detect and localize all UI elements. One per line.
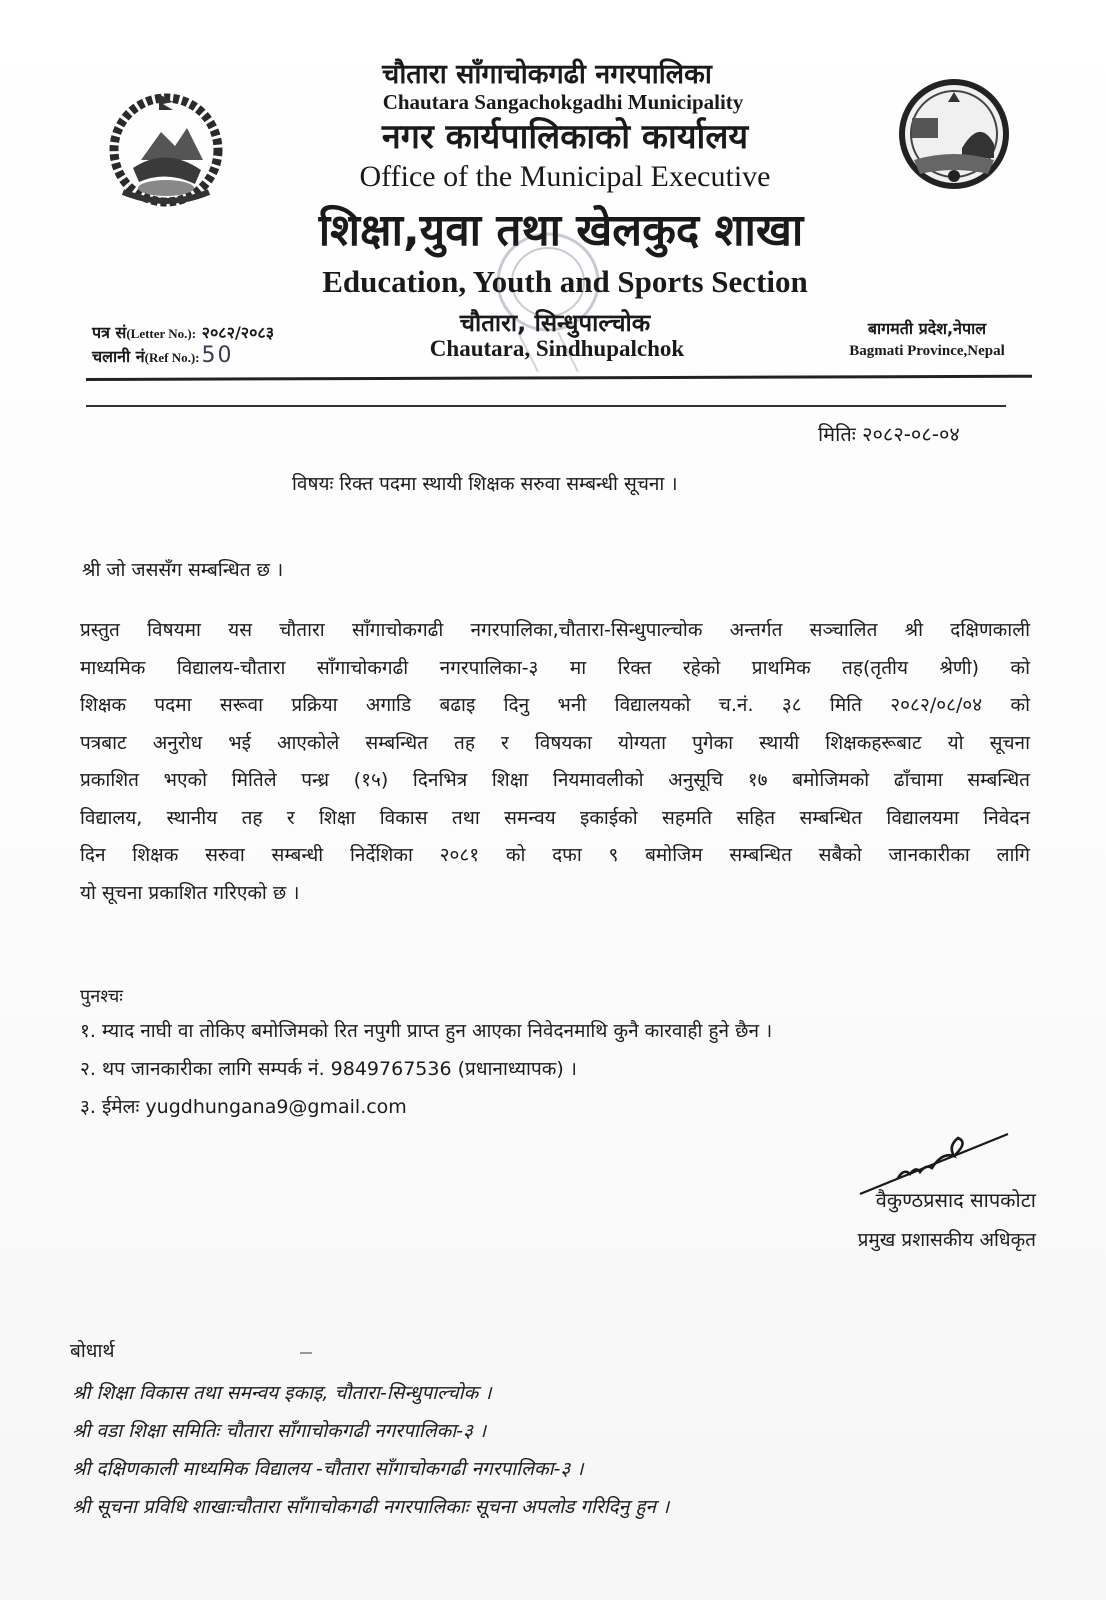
letter-number-label-english: (Letter No.): xyxy=(126,326,197,341)
province-block xyxy=(822,318,1032,362)
header-divider-thin xyxy=(86,405,1006,407)
office-name-english: Office of the Municipal Executive xyxy=(359,160,771,193)
ref-number-value: 50 xyxy=(201,343,234,368)
cc-recipient: श्री शिक्षा विकास तथा समन्वय इकाइ, चौतारा-सिन्धुपाल्चोक । xyxy=(72,1382,492,1404)
stray-mark xyxy=(300,1352,312,1354)
letter-subject: विषयः रिक्त पदमा स्थायी शिक्षक सरुवा सम्बन्धी सूचना । xyxy=(292,473,678,495)
postscript-item: १. म्याद नाघी वा तोकिए बमोजिमको रित नपुगी प्राप्त हुन आएका निवेदनमाथि कुनै कारवाही हुने छैन । xyxy=(80,1020,773,1042)
cc-recipient: श्री दक्षिणकाली माध्यमिक विद्यालय -चौतारा साँगाचोकगढी नगरपालिका-३ । xyxy=(72,1458,584,1480)
header-divider-thick xyxy=(86,375,1032,381)
province-english: Bagmati Province,Nepal xyxy=(849,343,1005,359)
section-name-nepali: शिक्षा,युवा तथा खेलकुद शाखा xyxy=(318,205,804,256)
municipality-name-english: Chautara Sangachokgadhi Municipality xyxy=(382,90,744,114)
cc-title: बोधार्थ xyxy=(70,1340,115,1362)
municipality-name-nepali: चौतारा साँगाचोकगढी नगरपालिका xyxy=(382,59,712,90)
letter-date: मितिः २०८२-०८-०४ xyxy=(818,422,960,446)
ref-number-label-english: (Ref No.): xyxy=(144,350,200,365)
location-english: Chautara, Sindhupalchok xyxy=(429,336,685,361)
postscript-list xyxy=(80,1012,772,1126)
letter-number-value: २०८२/२०८३ xyxy=(201,323,275,342)
body-line: यो सूचना प्रकाशित गरिएको छ । xyxy=(80,881,300,904)
letter-number-row xyxy=(92,322,274,345)
letter-reference-block xyxy=(92,322,274,369)
body-line: शिक्षक पदमा सरूवा प्रक्रिया अगाडि बढाइ दिनु भनी विद्यालयको च.नं. ३८ मिति २०८२/०८/०४ को xyxy=(80,694,1030,716)
section-name-english: Education, Youth and Sports Section xyxy=(322,264,808,299)
office-name-nepali: नगर कार्यपालिकाको कार्यालय xyxy=(381,117,749,157)
body-line: माध्यमिक विद्यालय-चौतारा साँगाचोकगढी नगरपालिका-३ मा रिक्त रहेको प्राथमिक तह(तृतीय श्रेणी) को xyxy=(80,656,1030,679)
cc-recipient-list xyxy=(72,1374,669,1526)
body-line: प्रस्तुत विषयमा यस चौतारा साँगाचोकगढी नगरपालिका,चौतारा-सिन्धुपाल्चोक अन्तर्गत सञ्चालित श्री दक्षिणकाली xyxy=(80,619,1030,641)
body-line: दिन शिक्षक सरुवा सम्बन्धी निर्देशिका २०८१ को दफा ९ बमोजिम सम्बन्धित सबैको जानकारीका लागि xyxy=(80,844,1030,866)
province-nepali: बागमती प्रदेश,नेपाल xyxy=(867,319,987,338)
location-nepali: चौतारा, सिन्धुपाल्चोक xyxy=(459,309,651,337)
postscript-title: पुनश्चः xyxy=(80,986,123,1007)
letter-number-label-nepali: पत्र सं xyxy=(92,323,127,342)
cc-recipient: श्री सूचना प्रविधि शाखाःचौतारा साँगाचोकगढी नगरपालिकाः सूचना अपलोड गरिदिनु हुन । xyxy=(72,1496,670,1518)
body-line: प्रकाशित भएको मितिले पन्ध्र (१५) दिनभित्र शिक्षा नियमावलीको अनुसूचि १७ बमोजिमको ढाँचामा सम्बन्धित xyxy=(80,769,1030,791)
signatory-title: प्रमुख प्रशासकीय अधिकृत xyxy=(857,1229,1036,1251)
postscript-item-contact-email: ३. ईमेलः yugdhungana9@gmail.com xyxy=(80,1096,407,1118)
body-line: विद्यालय, स्थानीय तह र शिक्षा विकास तथा समन्वय इकाईको सहमति सहित सम्बन्धित विद्यालयमा निवेदन xyxy=(80,806,1030,829)
letter-salutation: श्री जो जससँग सम्बन्धित छ । xyxy=(82,559,284,581)
letter-body-paragraph xyxy=(80,612,1030,912)
postscript-item-contact-phone: २. थप जानकारीका लागि सम्पर्क नं. 9849767536 (प्रधानाध्यापक) । xyxy=(80,1058,578,1080)
ref-number-row xyxy=(92,345,274,369)
signatory-name: वैकुण्ठप्रसाद सापकोटा xyxy=(875,1188,1036,1212)
cc-recipient: श्री वडा शिक्षा समितिः चौतारा साँगाचोकगढी नगरपालिका-३ । xyxy=(72,1420,487,1442)
ref-number-label-nepali: चलानी नं xyxy=(92,347,145,366)
body-line: पत्रबाट अनुरोध भई आएकोले सम्बन्धित तह र विषयका योग्यता पुगेका स्थायी शिक्षकहरूबाट यो सूचना xyxy=(80,731,1030,754)
